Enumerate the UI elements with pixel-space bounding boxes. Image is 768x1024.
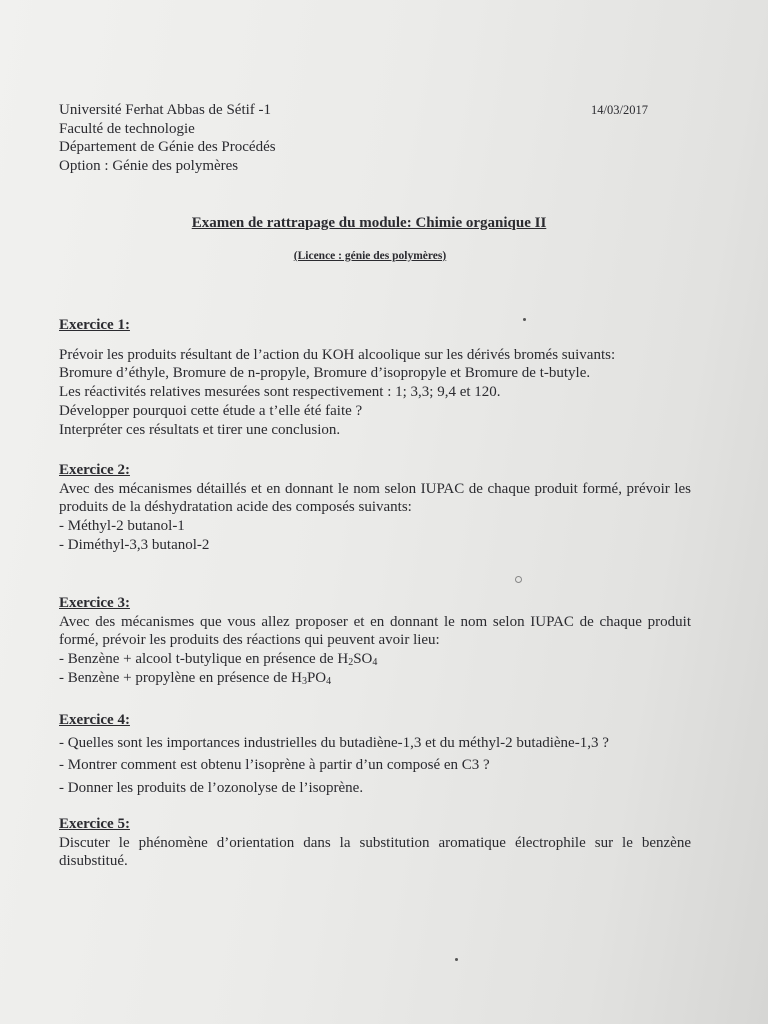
option-name: Option : Génie des polymères — [59, 157, 239, 174]
exercise-1-line: Développer pourquoi cette étude a t’elle été faite ? — [59, 402, 363, 419]
exercise-2-item: - Diméthyl-3,3 butanol-2 — [59, 536, 210, 553]
exercise-3-item — [59, 650, 691, 669]
exercise-3-heading: Exercice 3: — [59, 595, 130, 611]
exercise-3-item — [59, 669, 691, 688]
exercise-4 — [59, 709, 691, 799]
paper-speck — [515, 576, 522, 583]
subscript: 2 — [348, 657, 354, 669]
exercise-4-heading: Exercice 4: — [59, 712, 130, 728]
exercise-2 — [59, 461, 691, 555]
exercise-4-item: - Montrer comment est obtenu l’isoprène à partir d’un composé en C3 ? — [59, 757, 490, 773]
exercise-2-heading: Exercice 2: — [59, 462, 130, 478]
reaction-text: PO — [306, 669, 327, 686]
exercise-5 — [59, 815, 691, 871]
subscript: 3 — [301, 675, 307, 687]
institution-header — [59, 101, 276, 175]
exercise-5-heading: Exercice 5: — [59, 816, 130, 832]
paper-speck — [523, 318, 526, 321]
subscript: 4 — [326, 675, 332, 687]
reaction-text: - Benzène + alcool t-butylique en présence de H — [59, 651, 349, 668]
department-name: Département de Génie des Procédés — [59, 139, 276, 155]
exercise-1-line: Interpréter ces résultats et tirer une conclusion. — [59, 421, 341, 438]
subscript: 4 — [372, 657, 378, 669]
exercise-1-line: Les réactivités relatives mesurées sont respectivement : 1; 3,3; 9,4 et 120. — [59, 384, 501, 401]
exercise-3-intro: Avec des mécanismes que vous allez proposer et en donnant le nom selon IUPAC de chaque produit formé, prévoir les produits des réactions qui peuvent avoir lieu: — [59, 613, 691, 649]
reaction-text: - Benzène + propylène en présence de H — [59, 669, 302, 686]
exercise-3 — [59, 594, 691, 688]
paper-speck — [455, 958, 458, 961]
exercise-1-line: Prévoir les produits résultant de l’action du KOH alcoolique sur les dérivés bromés suivants: — [59, 346, 616, 363]
exercise-1 — [59, 316, 691, 439]
exercise-1-heading: Exercice 1: — [59, 317, 130, 333]
university-name: Université Ferhat Abbas de Sétif -1 — [59, 102, 272, 118]
exam-date: 14/03/2017 — [591, 103, 648, 117]
exam-subtitle: (Licence : génie des polymères) — [293, 250, 447, 262]
exercise-4-item: - Donner les produits de l’ozonolyse de l’isoprène. — [59, 779, 364, 796]
faculty-name: Faculté de technologie — [59, 120, 195, 137]
reaction-text: SO — [353, 651, 373, 668]
exam-title: Examen de rattrapage du module: Chimie organique II — [191, 215, 547, 231]
exercise-5-text: Discuter le phénomène d’orientation dans la substitution aromatique électrophile sur le benzène disubstitué. — [59, 834, 691, 870]
exercise-2-intro: Avec des mécanismes détaillés et en donnant le nom selon IUPAC de chaque produit formé, prévoir les produits de la déshydratation acide des composés suivants: — [59, 480, 691, 516]
exercise-1-line: Bromure d’éthyle, Bromure de n-propyle, Bromure d’isopropyle et Bromure de t-butyle. — [59, 365, 591, 382]
exercise-2-item: - Méthyl-2 butanol-1 — [59, 518, 185, 535]
exercise-4-item: - Quelles sont les importances industrielles du butadiène-1,3 et du méthyl-2 butadiène-1,3 ? — [59, 734, 609, 751]
